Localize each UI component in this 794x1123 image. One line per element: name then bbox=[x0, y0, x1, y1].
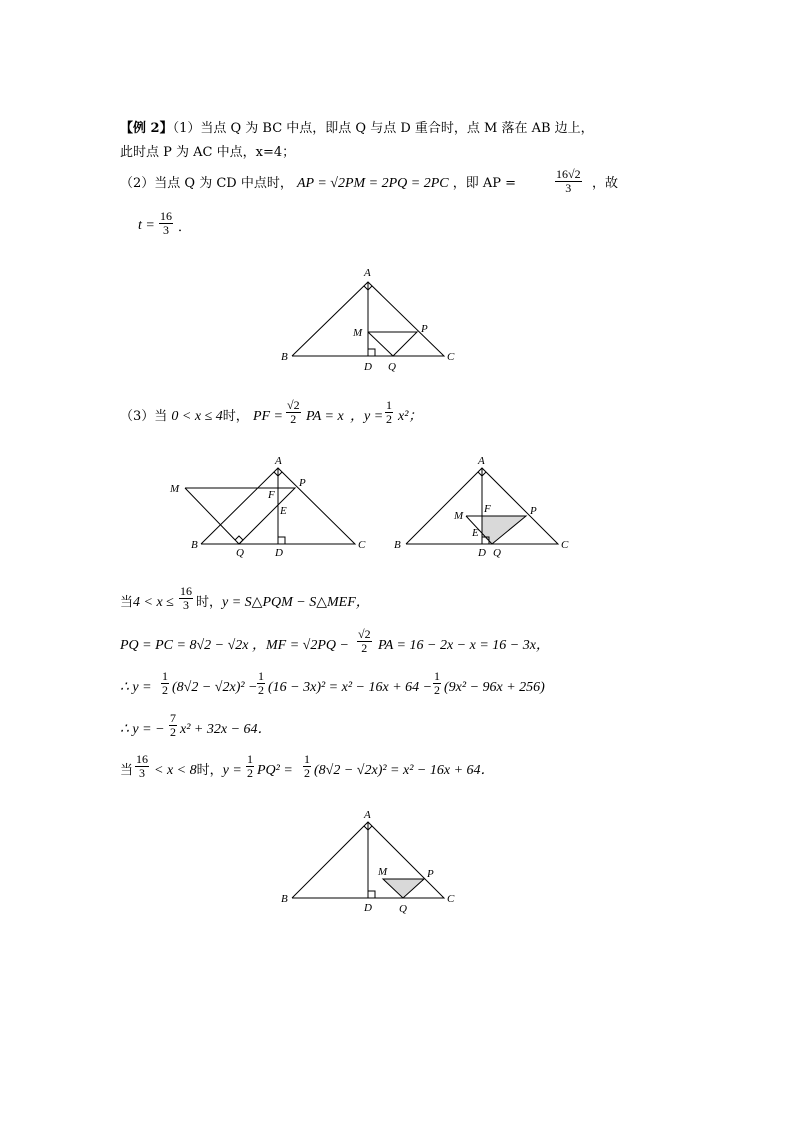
part3-condition: 0 < x ≤ 4 bbox=[171, 409, 223, 424]
part2-equation: AP = √2PM = 2PQ = 2PC bbox=[296, 176, 449, 191]
case2-line bbox=[120, 595, 174, 611]
label-a-right: A bbox=[478, 455, 485, 467]
label-a-3: A bbox=[364, 809, 371, 821]
y1-c: (16 − 3x)² = x² − 16x + 64 − bbox=[268, 680, 433, 695]
part3-y: ，y = bbox=[350, 409, 384, 424]
part2-prefix: （2）当点 Q 为 CD 中点时， bbox=[120, 176, 293, 191]
y1-b: (8√2 − √2x)² − bbox=[172, 680, 258, 695]
part3-pf: PF = bbox=[252, 409, 283, 424]
part3-when: 时， bbox=[222, 409, 249, 424]
right-angle-d-left bbox=[278, 537, 285, 544]
example-tag-line bbox=[120, 121, 594, 137]
part3-line bbox=[120, 409, 283, 425]
y2-numerator: 7 bbox=[170, 711, 176, 725]
half-den: 2 bbox=[247, 765, 253, 780]
part1-line2: 此时点 P 为 AC 中点，x=4； bbox=[120, 145, 296, 160]
case3-half-1 bbox=[245, 753, 255, 779]
label-a-left: A bbox=[275, 455, 282, 467]
part3-prefix: （3）当 bbox=[120, 409, 168, 424]
y1-a: ∴ y = bbox=[120, 680, 152, 695]
case3-half-2 bbox=[302, 753, 312, 779]
half-num: 1 bbox=[162, 669, 168, 683]
label-f-left: F bbox=[268, 489, 275, 501]
pf-denominator: 2 bbox=[290, 411, 297, 426]
case3-y: y = bbox=[222, 763, 242, 778]
y1-half-3 bbox=[432, 670, 442, 696]
right-angle-q-left bbox=[235, 536, 243, 544]
pq-fraction bbox=[356, 628, 373, 654]
label-c-left: C bbox=[358, 539, 366, 551]
label-p-left: P bbox=[299, 477, 306, 489]
label-e-left: E bbox=[280, 505, 287, 517]
case3-numerator: 16 bbox=[136, 752, 148, 766]
figure-2-right bbox=[392, 452, 582, 560]
label-p: P bbox=[421, 323, 428, 335]
part3-pf-rhs: PA = x bbox=[306, 409, 344, 424]
case3-prefix: 当 bbox=[120, 763, 134, 778]
label-b: B bbox=[281, 351, 288, 363]
label-q-right: Q bbox=[493, 547, 501, 559]
case2-tail bbox=[196, 595, 370, 611]
right-angle-d-3 bbox=[368, 891, 375, 898]
t-lhs: t = bbox=[138, 218, 155, 233]
ap-numerator: 16√2 bbox=[556, 167, 581, 181]
case2-denominator: 3 bbox=[183, 597, 189, 612]
case2-when: 时， bbox=[196, 595, 223, 610]
label-a: A bbox=[364, 267, 371, 279]
label-m-right: M bbox=[454, 510, 464, 522]
t-numerator: 16 bbox=[160, 209, 172, 223]
label-q-left: Q bbox=[236, 547, 244, 559]
case3-fraction bbox=[134, 753, 150, 779]
ap-denominator: 3 bbox=[565, 180, 572, 195]
pq-rhs: PA = 16 − 2x − x = 16 − 3x， bbox=[378, 638, 550, 653]
figure-1 bbox=[276, 262, 466, 376]
y2-denominator: 2 bbox=[170, 724, 176, 739]
label-q-3: Q bbox=[399, 903, 407, 915]
case3-b: PQ² = bbox=[257, 763, 293, 778]
part3-y-fraction bbox=[384, 399, 394, 425]
part3-y-rhs: x²； bbox=[398, 409, 423, 424]
ap-fraction bbox=[554, 168, 583, 194]
label-e-right: E bbox=[472, 527, 479, 539]
half-num: 1 bbox=[258, 669, 264, 683]
figure-2-left bbox=[165, 452, 375, 560]
y1-d: (9x² − 96x + 256) bbox=[444, 680, 545, 695]
case3-mid bbox=[154, 763, 242, 779]
label-d-3: D bbox=[364, 902, 372, 914]
label-p-3: P bbox=[427, 868, 434, 880]
label-c-3: C bbox=[447, 893, 455, 905]
example-tag: 【例 2】 bbox=[120, 121, 173, 136]
half-den: 2 bbox=[304, 765, 310, 780]
label-m: M bbox=[353, 327, 363, 339]
y-denominator: 2 bbox=[386, 411, 392, 426]
y2-a: ∴ y = − bbox=[120, 722, 165, 737]
y1-half-2 bbox=[256, 670, 266, 696]
t-fraction bbox=[158, 210, 174, 236]
part2-mid: ，即 AP = bbox=[452, 176, 517, 191]
label-d: D bbox=[364, 361, 372, 373]
label-q: Q bbox=[388, 361, 396, 373]
label-c: C bbox=[447, 351, 455, 363]
label-b-right: B bbox=[394, 539, 401, 551]
half-den: 2 bbox=[258, 682, 264, 697]
case3-when: 时， bbox=[196, 763, 223, 778]
label-f-right: F bbox=[484, 503, 491, 515]
case2-prefix: 当 bbox=[120, 595, 134, 610]
y-numerator: 1 bbox=[386, 398, 392, 412]
pq-numerator: √2 bbox=[358, 627, 371, 641]
label-m-3: M bbox=[378, 866, 388, 878]
label-d-right: D bbox=[478, 547, 486, 559]
case3-condition: < x < 8 bbox=[154, 763, 197, 778]
part3-pf-fraction bbox=[285, 399, 302, 425]
label-p-right: P bbox=[530, 505, 537, 517]
label-m-left: M bbox=[170, 483, 180, 495]
label-b-left: B bbox=[191, 539, 198, 551]
label-b-3: B bbox=[281, 893, 288, 905]
label-c-right: C bbox=[561, 539, 569, 551]
half-den: 2 bbox=[162, 682, 168, 697]
pf-numerator: √2 bbox=[287, 398, 300, 412]
pq-denominator: 2 bbox=[361, 640, 368, 655]
case2-y: y = S△PQM − S△MEF， bbox=[222, 595, 370, 610]
triangle-mpq-shaded bbox=[383, 879, 424, 898]
half-num: 1 bbox=[247, 752, 253, 766]
case3-c: (8√2 − √2x)² = x² − 16x + 64． bbox=[314, 763, 495, 778]
figure-3 bbox=[276, 806, 466, 918]
y2-b: x² + 32x − 64． bbox=[180, 722, 272, 737]
t-end: ． bbox=[178, 220, 192, 235]
half-den: 2 bbox=[434, 682, 440, 697]
y2-fraction bbox=[168, 712, 178, 738]
case2-fraction bbox=[178, 585, 194, 611]
case2-condition: 4 < x ≤ bbox=[133, 595, 174, 610]
t-denominator: 3 bbox=[163, 222, 169, 237]
pq-line: PQ = PC = 8√2 − √2x ，MF = √2PQ − bbox=[120, 638, 349, 653]
half-num: 1 bbox=[434, 669, 440, 683]
case2-numerator: 16 bbox=[180, 584, 192, 598]
label-d-left: D bbox=[275, 547, 283, 559]
part2-line bbox=[120, 176, 516, 192]
part1-line1: （1）当点 Q 为 BC 中点，即点 Q 与点 D 重合时，点 M 落在 AB 边上， bbox=[172, 121, 594, 136]
right-angle-d bbox=[368, 349, 375, 356]
part2-suffix: ，故 bbox=[592, 176, 619, 191]
half-num: 1 bbox=[304, 752, 310, 766]
case3-denominator: 3 bbox=[139, 765, 145, 780]
y1-half-1 bbox=[160, 670, 170, 696]
